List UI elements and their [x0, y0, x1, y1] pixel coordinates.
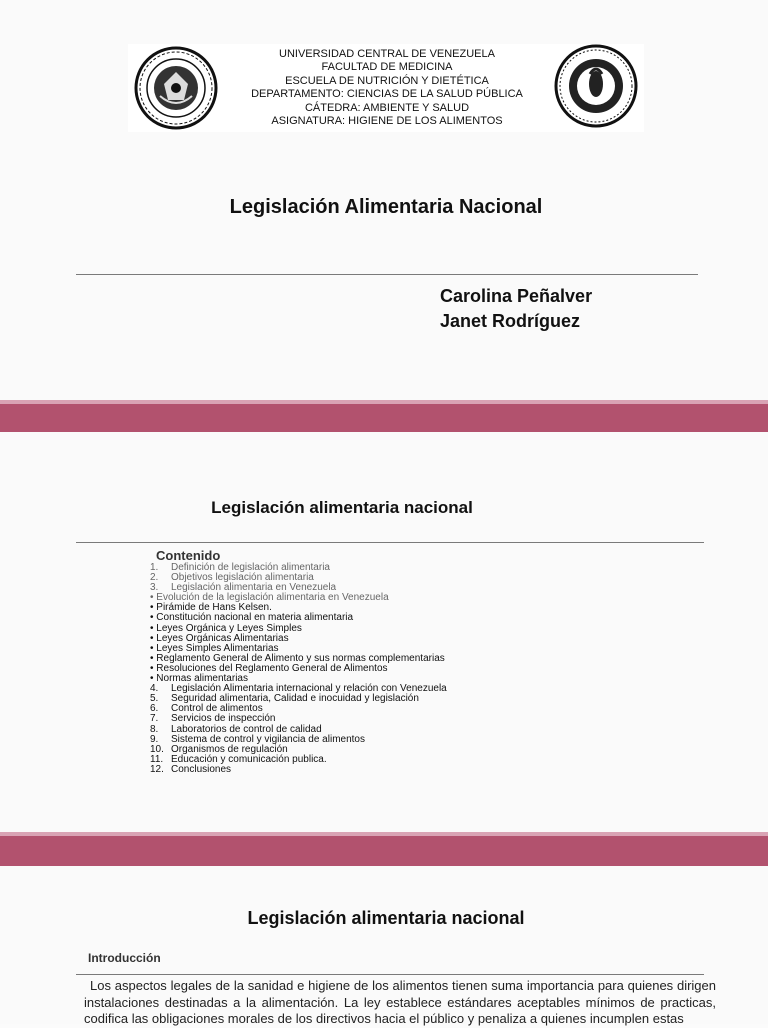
- school-seal-icon: [554, 44, 638, 128]
- toc-item-text: Legislación alimentaria en Venezuela: [171, 582, 337, 594]
- toc-item-text: • Reglamento General de Alimento y sus normas complementarias: [150, 652, 445, 664]
- toc-item-text: • Leyes Orgánica y Leyes Simples: [150, 622, 302, 634]
- slide-title: [0, 0, 768, 400]
- toc-item-number: 12.: [150, 763, 164, 775]
- institution-line: UNIVERSIDAD CENTRAL DE VENEZUELA: [279, 48, 495, 60]
- institution-text: [228, 48, 546, 128]
- toc-item-number: 9.: [150, 733, 159, 745]
- toc-item-text: Educación y comunicación publica.: [171, 753, 327, 765]
- institution-line: CÁTEDRA: AMBIENTE Y SALUD: [304, 101, 470, 114]
- slide-separator: [0, 400, 768, 432]
- toc-heading: Contenido: [156, 548, 221, 563]
- table-of-contents: [150, 563, 447, 775]
- toc-item-number: 8.: [150, 723, 159, 735]
- document-title: Legislación Alimentaria Nacional: [229, 196, 543, 218]
- toc-item-text: • Evolución de la legislación alimentaria en Venezuela: [150, 592, 389, 604]
- slide-title: Legislación alimentaria nacional: [247, 908, 525, 928]
- toc-item-text: Conclusiones: [171, 763, 232, 775]
- slide-separator: [0, 832, 768, 866]
- toc-item-text: • Resoluciones del Reglamento General de Alimentos: [150, 662, 388, 674]
- toc-item-number: 2.: [150, 572, 159, 584]
- author-name: Janet Rodríguez: [440, 311, 581, 331]
- toc-item-text: Legislación Alimentaria internacional y relación con Venezuela: [171, 683, 447, 695]
- divider: [76, 974, 704, 975]
- toc-item-number: 7.: [150, 713, 159, 725]
- toc-item-text: Sistema de control y vigilancia de alimentos: [171, 733, 365, 745]
- intro-paragraph: Los aspectos legales de la sanidad e higiene de los alimentos tienen suma importancia para quienes dirigen instalaciones destinadas a la alimentación. La ley establece estándares aceptables mínimos de practicas, codifica las obligaciones morales de los directivos hacia el público y penaliza a quienes incumplen estas: [84, 978, 716, 1026]
- toc-item-number: 6.: [150, 703, 159, 715]
- institution-line: FACULTAD DE MEDICINA: [321, 61, 453, 74]
- section-heading: Introducción: [88, 951, 161, 965]
- toc-item-number: 1.: [150, 562, 159, 573]
- institution-line: ESCUELA DE NUTRICIÓN Y DIETÉTICA: [285, 74, 489, 87]
- toc-item-number: 11.: [150, 753, 164, 765]
- author-name: Carolina Peñalver: [440, 286, 593, 306]
- toc-item-number: 5.: [150, 693, 159, 705]
- slide-introduction: [0, 866, 768, 1024]
- university-seal-icon: [134, 46, 218, 130]
- institution-line: DEPARTAMENTO: CIENCIAS DE LA SALUD PÚBLICA: [251, 88, 523, 101]
- toc-item-text: Seguridad alimentaria, Calidad e inocuidad y legislación: [171, 693, 419, 705]
- toc-item-text: • Leyes Orgánicas Alimentarias: [150, 632, 289, 644]
- divider: [76, 542, 704, 543]
- institution-header: [128, 44, 644, 132]
- slide-title: Legislación alimentaria nacional: [211, 498, 473, 517]
- toc-item-number: 3.: [150, 582, 159, 594]
- toc-item-number: 4.: [150, 683, 159, 695]
- toc-item-text: Definición de legislación alimentaria: [171, 562, 330, 573]
- toc-item-text: • Pirámide de Hans Kelsen.: [150, 602, 272, 614]
- toc-item-text: Organismos de regulación: [171, 743, 288, 755]
- institution-line: ASIGNATURA: HIGIENE DE LOS ALIMENTOS: [271, 115, 503, 128]
- toc-item-text: Control de alimentos: [171, 703, 263, 715]
- toc-item: [150, 765, 447, 775]
- toc-item-text: • Normas alimentarias: [150, 673, 248, 685]
- divider: [76, 274, 698, 275]
- author-list: [440, 284, 592, 334]
- toc-item-text: • Leyes Simples Alimentarias: [150, 642, 279, 654]
- toc-item-number: 10.: [150, 743, 164, 755]
- slide-contents: [0, 432, 768, 832]
- toc-item-text: Objetivos legislación alimentaria: [171, 572, 314, 584]
- toc-item-text: Laboratorios de control de calidad: [171, 723, 322, 735]
- toc-item-text: • Constitución nacional en materia alimentaria: [150, 612, 354, 624]
- toc-item-text: Servicios de inspección: [171, 713, 276, 725]
